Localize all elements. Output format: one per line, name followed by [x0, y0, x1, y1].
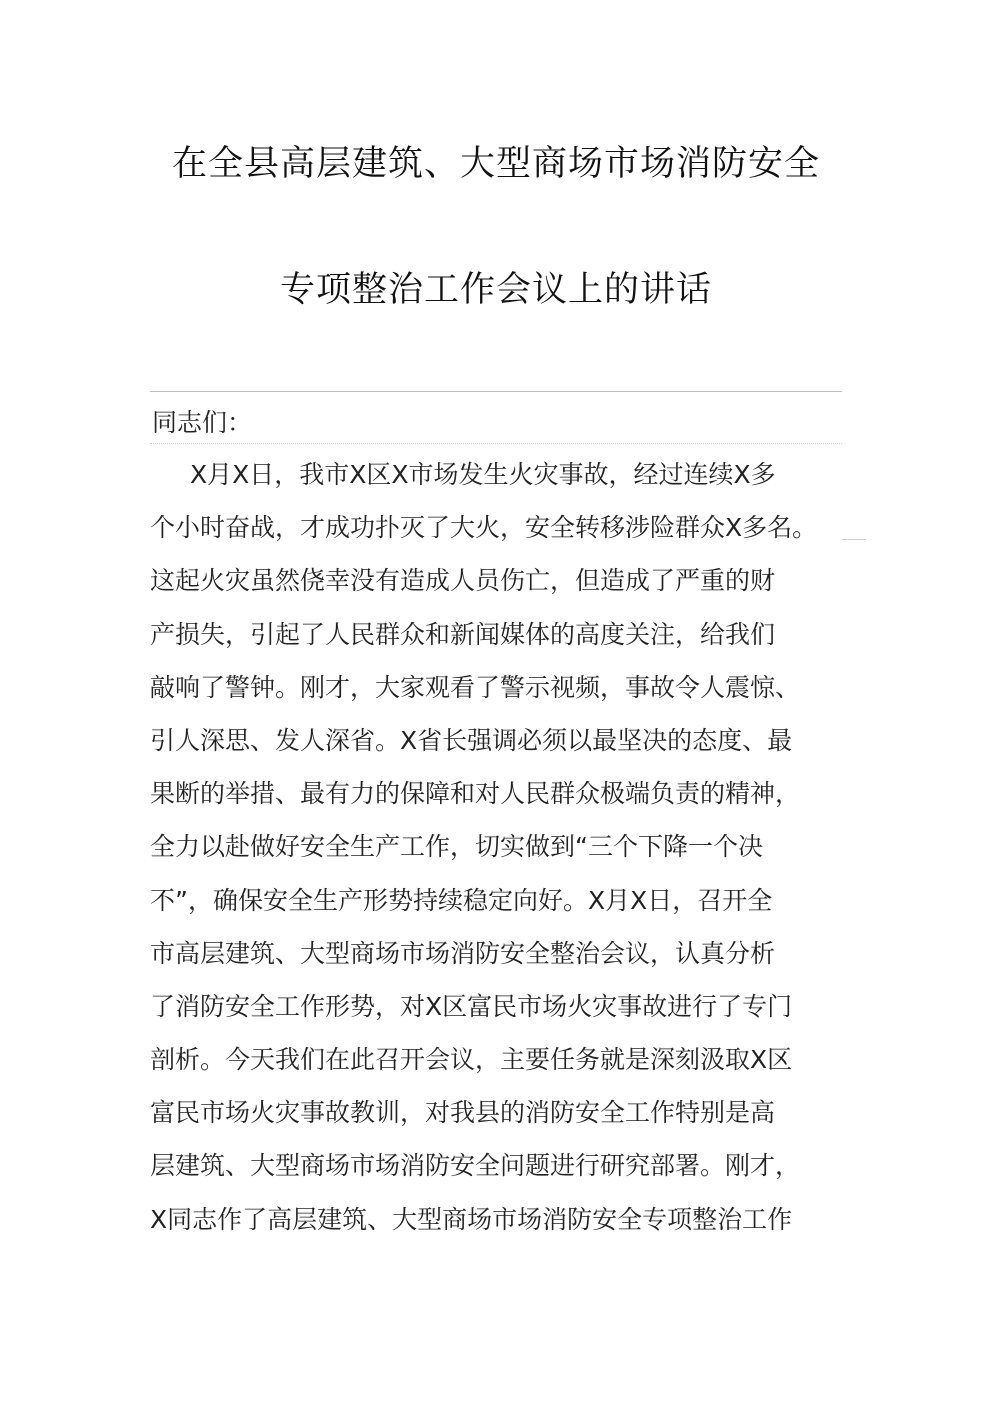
body-line: 引人深思、发人深省。X省长强调必须以最坚决的态度、最	[150, 725, 793, 755]
body-line: 剖析。今天我们在此召开会议，主要任务就是深刻汲取X区	[150, 1045, 793, 1075]
document-title-line-1: 在全县高层建筑、大型商场市场消防安全	[171, 144, 820, 184]
body-line: 市高层建筑、大型商场市场消防安全整治会议，认真分析	[150, 938, 776, 968]
body-line: 了消防安全工作形势，对X区富民市场火灾事故进行了专门	[150, 991, 793, 1021]
body-paragraph	[150, 455, 850, 1253]
salutation: 同志们：	[152, 408, 253, 437]
body-line: 产损失，引起了人民群众和新闻媒体的高度关注，给我们	[150, 619, 776, 649]
body-line: 个小时奋战，才成功扑灭了大火，安全转移涉险群众X多名。	[150, 513, 818, 543]
body-line: 不”，确保安全生产形势持续稳定向好。X月X日，召开全	[150, 885, 773, 915]
body-line: 全力以赴做好安全生产工作，切实做到“三个下降一个决	[150, 832, 763, 862]
body-line: X同志作了高层建筑、大型商场市场消防安全专项整治工作	[150, 1204, 793, 1234]
salutation-divider	[150, 443, 842, 444]
header-divider	[150, 391, 842, 392]
body-line: 层建筑、大型商场市场消防安全问题进行研究部署。刚才，	[150, 1151, 801, 1181]
body-line: 这起火灾虽然侥幸没有造成人员伤亡，但造成了严重的财	[150, 566, 776, 596]
body-line: X月X日，我市X区X市场发生火灾事故，经过连续X多	[190, 460, 776, 489]
margin-mark	[842, 539, 866, 540]
body-line: 敲响了警钟。刚才，大家观看了警示视频，事故令人震惊、	[150, 672, 801, 702]
body-line: 果断的举措、最有力的保障和对人民群众极端负责的精神，	[150, 779, 801, 809]
document-title-line-2: 专项整治工作会议上的讲话	[279, 270, 712, 310]
body-line: 富民市场火灾事故教训，对我县的消防安全工作特别是高	[150, 1098, 776, 1128]
